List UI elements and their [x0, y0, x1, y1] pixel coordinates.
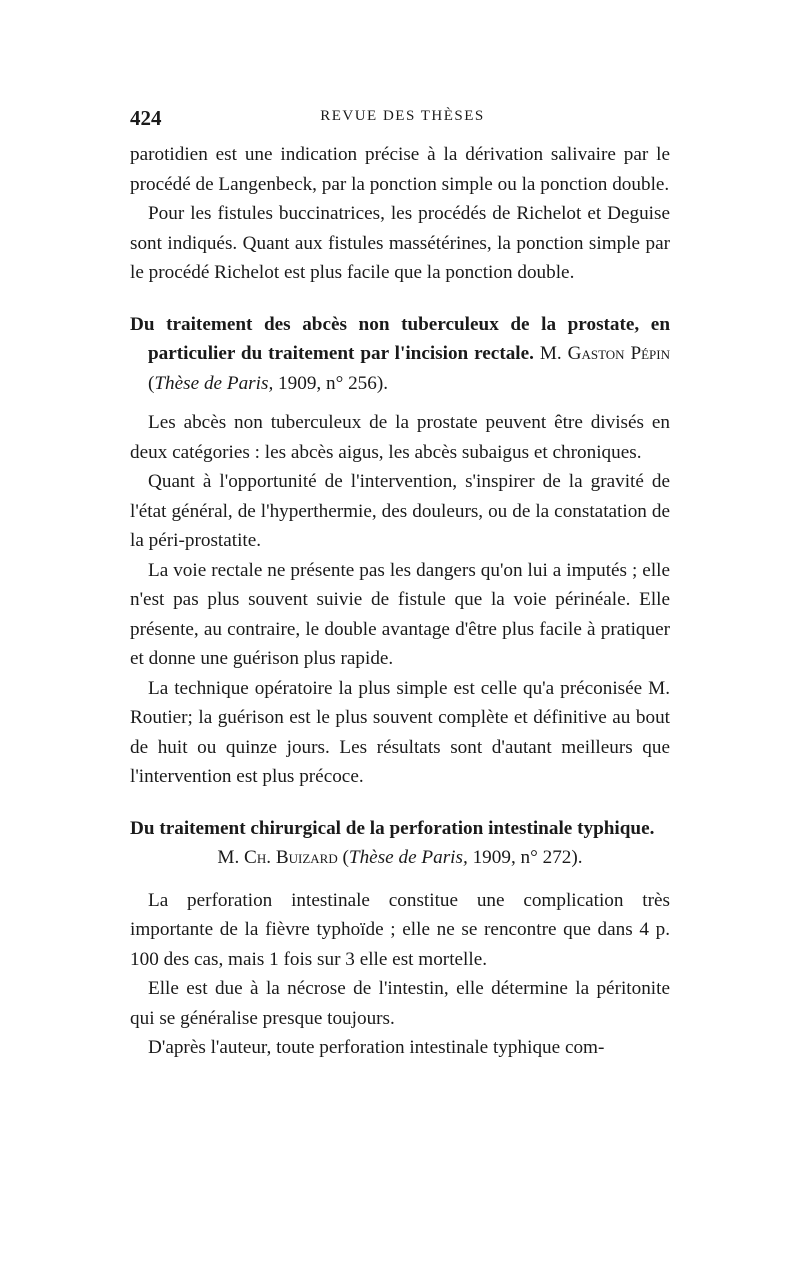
- paragraph: La technique opératoire la plus simple est celle qu'a préconisée M. Routier; la guérison est le plus souvent complète et définitive au bout de huit ou quinze jours. Les résultats sont d'autant meilleurs que l'intervention est plus précoce.: [130, 677, 670, 787]
- paragraph: Les abcès non tuberculeux de la prostate peuvent être divisés en deux catégories : les abcès aigus, les abcès subaigus et chroniques.: [130, 412, 670, 463]
- citation-source: Thèse de Paris,: [154, 372, 274, 394]
- citation-source: Thèse de Paris,: [348, 847, 468, 868]
- paragraph: Pour les fistules buccinatrices, les procédés de Richelot et Deguise sont indiqués. Quant aux fistules massétérines, la ponction simple par le procédé Richelot est plus facile que la ponction double.: [130, 203, 670, 283]
- section-title: Du traitement des abcès non tuberculeux de la prostate, en particulier du traitement par l'incision rectale.: [130, 313, 670, 364]
- paragraph: La voie rectale ne présente pas les dangers qu'on lui a imputés ; elle n'est pas plus souvent suivie de fistule que la voie périnéale. Elle présente, au contraire, le double avantage d'être plus facile à pratiquer et donne une guérison plus rapide.: [130, 559, 670, 669]
- author-prefix: M.: [217, 847, 240, 868]
- spacer: [130, 873, 670, 886]
- page-header: [130, 106, 675, 136]
- section-byline: [130, 843, 670, 873]
- spacer: [130, 288, 670, 310]
- author-name: Gaston Pépin: [567, 343, 670, 364]
- paragraph: D'après l'auteur, toute perforation intestinale typhique com-: [148, 1037, 605, 1058]
- paragraph-continued: parotidien est une indication précise à la dérivation salivaire par le procédé de Langenbeck, par la ponction simple ou la ponction double.: [130, 144, 670, 195]
- author-name: Ch. Buizard: [244, 847, 338, 868]
- text-column: [130, 140, 670, 1063]
- author-prefix: M.: [539, 343, 562, 364]
- citation-details: 1909, n° 272).: [467, 847, 583, 868]
- running-head: REVUE DES THÈSES: [320, 108, 485, 124]
- page-number: 424: [130, 106, 162, 130]
- paragraph: La perforation intestinale constitue une complication très importante de la fièvre typhoïde ; elle ne se rencontre que dans 4 p. 100 des cas, mais 1 fois sur 3 elle est mortelle.: [130, 889, 670, 970]
- paragraph: Quant à l'opportunité de l'intervention, s'inspirer de la gravité de l'état général, de l'hyperthermie, des douleurs, ou de la constatation de la péri-prostatite.: [130, 471, 670, 551]
- citation-open: (: [342, 847, 349, 868]
- citation-details: 1909, n° 256).: [273, 372, 389, 394]
- citation-open: (: [148, 372, 155, 394]
- section-heading-typhoid: Du traitement chirurgical de la perforation intestinale typhique.: [130, 817, 655, 839]
- section-heading-prostate: [130, 310, 670, 399]
- spacer: [130, 792, 670, 814]
- paragraph: Elle est due à la nécrose de l'intestin, elle détermine la péritonite qui se généralise presque toujours.: [130, 978, 670, 1029]
- spacer: [130, 398, 670, 408]
